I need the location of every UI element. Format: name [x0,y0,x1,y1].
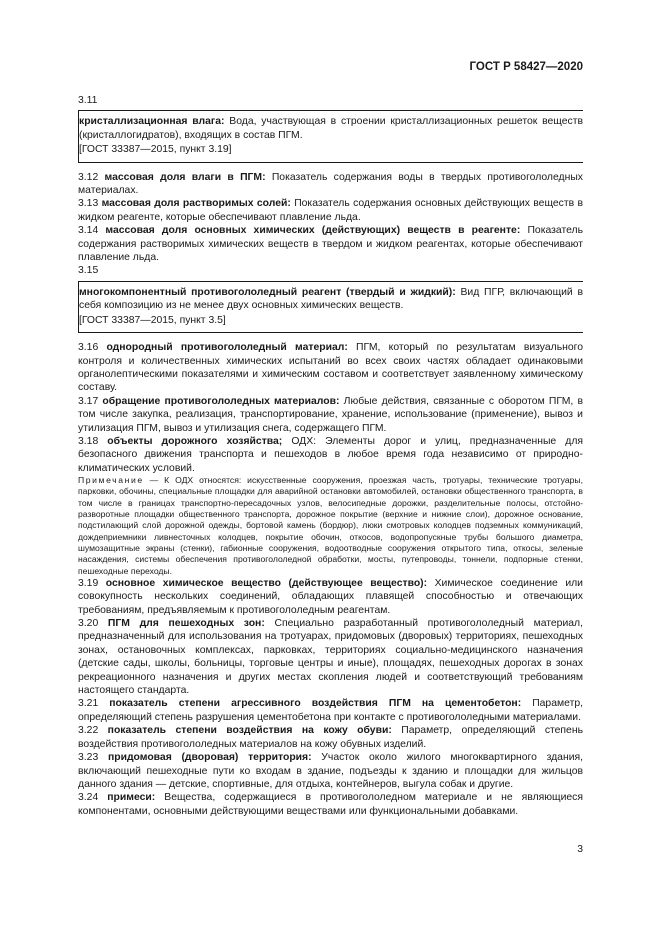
definition-3-17 [78,395,583,435]
section-num-3-20: 3.20 [78,618,99,630]
section-num-3-24: 3.24 [78,792,99,804]
section-num-3-13: 3.13 [78,198,99,210]
reference-3-15: [ГОСТ 33387—2015, пункт 3.5] [79,314,226,326]
definition-3-22 [78,724,583,751]
term-3-15: многокомпонентный противогололедный реагент (твердый и жидкий): [79,286,456,298]
term-3-19: основное химическое вещество (действующее вещество): [105,577,428,589]
section-num-3-21: 3.21 [78,698,99,710]
section-num-3-22: 3.22 [78,725,99,737]
def-3-23: Участок около жилого многоквартирного здания, включающий пешеходные пути ко входам в здание, подъезды к зданию и площадки для жильцов данного здания — детские, спортивные, для отдыха, контейнеров, выгула собак и другие. [78,752,584,790]
def-3-21: Параметр, определяющий степень разрушения цементобетона при контакте с противогололедными материалами. [78,698,583,723]
def-3-24: Вещества, содержащиеся в противогололедном материале и не являющиеся компонентами, основными действующими веществами или функциональными добавками. [78,792,584,817]
term-3-16: однородный противогололедный материал: [106,342,348,354]
def-3-16: ПГМ, который по результатам визуального контроля и количественных химических испытаний во всех своих частях обладает одинаковыми органолептическими показателями и химическим составом и соответствует заявленному химическому составу. [78,342,583,394]
def-3-22: Параметр, определяющий степень воздействия противогололедных материалов на кожу обувных изделий. [78,725,583,750]
term-3-18: объекты дорожного хозяйства; [107,435,283,447]
definition-3-24 [78,791,583,818]
section-num-3-18: 3.18 [78,435,99,447]
note-3-18 [78,475,583,577]
section-number [78,94,583,107]
def-3-13: Показатель содержания основных действующих веществ в жидком реагенте, которые обеспечивают плавление льда. [78,198,583,223]
section-num-3-16: 3.16 [78,342,99,354]
definition-3-13 [78,197,583,224]
definition-box-3-11 [78,110,583,162]
section-num-3-19: 3.19 [78,577,99,589]
term-3-13: массовая доля растворимых солей: [101,198,291,210]
def-3-17: Любые действия, связанные с оборотом ПГМ, в том числе закупка, реализация, транспортирование, хранение, использование (применение), вывоз и утилизация ПГМ, вывоз и утилизация снега, содержащего ПГМ. [78,395,584,434]
reference-3-11: [ГОСТ 33387—2015, пункт 3.19] [79,144,232,156]
section-num-3-17: 3.17 [78,395,99,407]
section-num-3-15: 3.15 [78,265,99,277]
definition-3-20 [78,617,583,697]
definition-box-3-15 [78,281,583,333]
definition-3-19 [78,577,583,617]
definition-3-18 [78,435,583,475]
section-number [78,264,583,277]
term-3-12: массовая доля влаги в ПГМ: [104,171,266,183]
def-3-20: Специально разработанный противогололедный материал, предназначенный для использования на тротуарах, придомовых (дворовых) территориях, пешеходных зонах, остановочных комплексах, парковках, территориях социально-медицинского назначения (детские сады, школы, больницы, торговые центры и иные), площадях, пешеходных дорогах в зонах рекреационного назначения и других местах скопления людей и соответствующий требованиям настоящего стандарта. [78,618,583,697]
section-num-3-23: 3.23 [78,752,99,764]
def-3-14: Показатель содержания растворимых химических веществ в твердом и жидком реагентах, которые обеспечивают плавление льда. [78,225,584,264]
definition-3-11 [79,115,583,142]
note-label: Примечание [78,475,144,486]
term-3-21: показатель степени агрессивного воздействия ПГМ на цементобетон: [109,698,522,710]
section-num-3-14: 3.14 [78,225,99,237]
term-3-14: массовая доля основных химических (действующих) веществ в реагенте: [105,225,521,237]
def-3-11: Вода, участвующая в строении кристаллизационных решеток веществ (кристаллогидратов), входящих в состав ПГМ. [79,116,583,141]
definition-3-21 [78,697,583,724]
definition-3-23 [78,751,583,791]
definition-3-12 [78,171,583,198]
term-3-23: придомовая (дворовая) территория: [107,752,312,764]
definition-3-14 [78,224,583,264]
def-3-18: ОДХ: Элементы дорог и улиц, предназначенные для безопасного движения транспорта и пешеходов в любое время года независимо от природно-климатических условий. [78,435,584,474]
def-3-19: Химическое соединение или совокупность нескольких соединений, обладающих плавящей способностью и отвечающих требованиям, предъявляемым к противогололедным реагентам. [78,577,583,616]
definition-3-16 [78,341,583,395]
def-3-12: Показатель содержания воды в твердых противогололедных материалах. [78,171,584,197]
note-text: — К ОДХ относятся: искусственные сооружения, проезжая часть, тротуары, технические тротуары, парковки, обочины, специальные площадки для аварийной остановки автомобилей, остановки общественного транспорта, в том числе в границах транспортно-пересадочных узлов, велосипедные дорожки, разделительные полосы, отстойно-разворотные площадки общественного транспорта, дорожное покрытие (верхние и нижние слои), дорожное основание, подстилающий слой дорожной одежды, бортовой камень (бордюр), люки смотровых колодцев подземных коммуникаций, дождеприемники ливнесточных колодцев, покрытие обочин, откосов, водопропускные трубы большого диаметра, шумозащитные экраны (стенки), габионные сооружения, водоотводные сооружения открытого типа, откосы, зеленые насаждения, системы обеспечения противогололедной обработки, мосты, путепроводы, тоннели, подпорные стенки, пешеходные переходы. [78,475,583,576]
document-body [78,94,583,818]
definition-3-15 [79,286,583,313]
term-3-20: ПГМ для пешеходных зон: [107,618,265,630]
section-num-3-12: 3.12 [78,171,99,183]
document-header: ГОСТ Р 58427—2020 [469,61,583,73]
section-num-3-11: 3.11 [78,95,98,106]
term-3-24: примеси: [107,792,156,804]
def-3-15: Вид ПГР, включающий в себя композицию из не менее двух основных химических веществ. [79,286,584,312]
term-3-22: показатель степени воздействия на кожу обуви: [107,725,392,737]
term-3-17: обращение противогололедных материалов: [102,395,340,407]
page-number: 3 [577,844,583,855]
term-3-11: кристаллизационная влага: [79,116,225,128]
